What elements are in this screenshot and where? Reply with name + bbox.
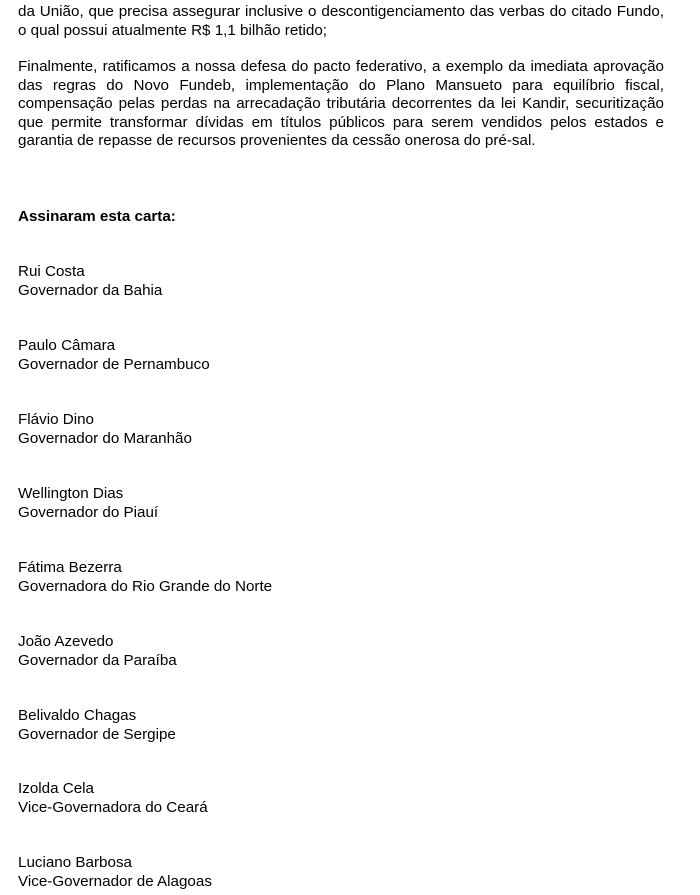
signatory-belivaldo-chagas — [18, 707, 176, 744]
signatory-paulo-camara — [18, 337, 210, 374]
signatory-role: Governador da Bahia — [18, 281, 163, 299]
signatory-name: Belivaldo Chagas — [18, 707, 137, 724]
signatory-rui-costa — [18, 263, 162, 300]
signatures-heading: Assinaram esta carta: — [18, 208, 176, 225]
signatory-luciano-barbosa — [18, 854, 212, 891]
signatory-fatima-bezerra — [18, 559, 272, 596]
paragraph-federative-pact: Finalmente, ratificamos a nossa defesa do pacto federativo, a exemplo da imediata aprovação das regras do Novo Fundeb, implementação do Plano Mansueto para equilíbrio fiscal, compensação pelas perdas na arrecadação tributária decorrentes da lei Kandir, securitização que permite transformar dívidas em títulos públicos para serem vendidos pelos estados e garantia de repasse de recursos provenientes da cessão onerosa do pré-sal. — [18, 58, 664, 149]
signatory-wellington-dias — [18, 485, 158, 522]
signatory-role: Governador da Paraíba — [18, 651, 177, 669]
signatory-izolda-cela — [18, 780, 208, 817]
signatory-name: Izolda Cela — [18, 780, 94, 797]
letter-page — [18, 3, 664, 890]
signatory-name: Fátima Bezerra — [18, 559, 122, 576]
signatory-name: Paulo Câmara — [18, 337, 116, 354]
signatory-role: Governador do Piauí — [18, 503, 159, 521]
signatory-joao-azevedo — [18, 633, 177, 670]
signatory-role: Vice-Governador de Alagoas — [18, 872, 212, 890]
signatory-role: Governadora do Rio Grande do Norte — [18, 577, 273, 595]
signatory-role: Governador de Sergipe — [18, 725, 176, 743]
signatory-role: Governador de Pernambuco — [18, 355, 210, 373]
signatory-name: João Azevedo — [18, 633, 114, 650]
signatory-name: Wellington Dias — [18, 485, 124, 502]
signatory-name: Rui Costa — [18, 263, 85, 280]
signatory-name: Luciano Barbosa — [18, 854, 132, 871]
paragraph-fund: da União, que precisa assegurar inclusive o descontigenciamento das verbas do citado Fundo, o qual possui atualmente R$ 1,1 bilhão retido; — [18, 3, 664, 39]
signatory-flavio-dino — [18, 411, 192, 448]
signatory-name: Flávio Dino — [18, 411, 94, 428]
signatory-role: Vice-Governadora do Ceará — [18, 798, 208, 816]
signatory-role: Governador do Maranhão — [18, 429, 192, 447]
